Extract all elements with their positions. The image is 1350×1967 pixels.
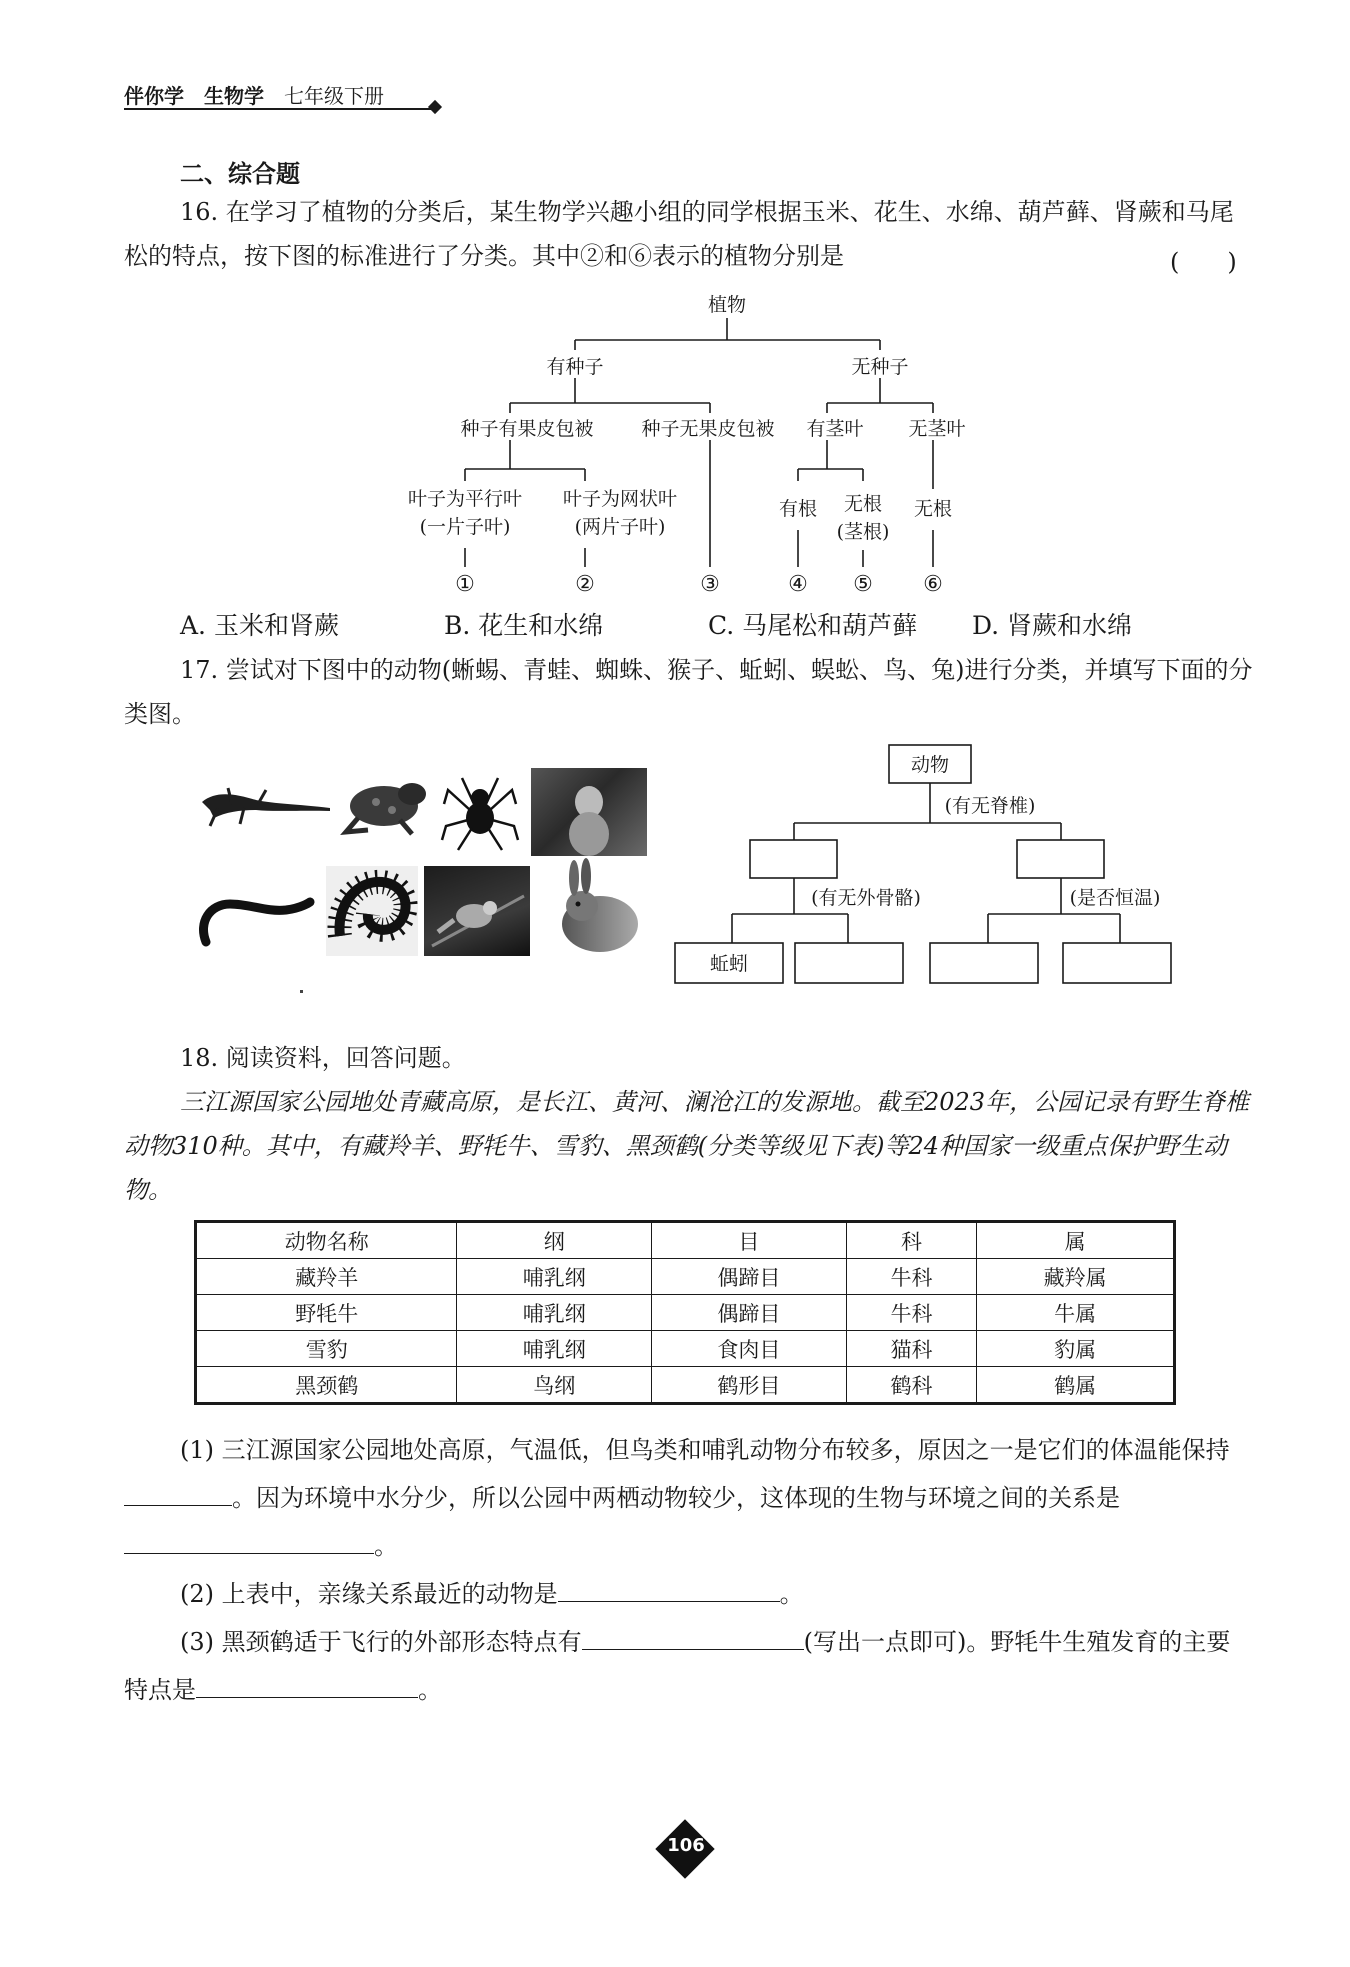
header-diamond-icon [428, 100, 442, 114]
answer-blank-body-temp[interactable] [124, 1477, 232, 1506]
table-cell: 偶蹄目 [652, 1295, 847, 1331]
diagram-root-label: 动物 [910, 754, 950, 776]
table-header-cell: 科 [846, 1222, 977, 1259]
plant-classification-tree [380, 285, 1000, 605]
q18-title [124, 1036, 1254, 1080]
table-cell: 雪豹 [196, 1331, 457, 1367]
q16-text-body: 16. 在学习了植物的分类后，某生物学兴趣小组的同学根据玉米、花生、水绵、葫芦藓、肾蕨和马尾松的特点，按下图的标准进行了分类。其中②和⑥表示的植物分别是 [124, 198, 1234, 270]
species-taxonomy-table [194, 1220, 1176, 1405]
table-cell: 黑颈鹤 [196, 1367, 457, 1404]
table-cell: 哺乳纲 [457, 1295, 652, 1331]
tree-stem-root: (茎根) [836, 521, 890, 543]
table-header-cell: 纲 [457, 1222, 652, 1259]
table-cell: 食肉目 [652, 1331, 847, 1367]
diagram-criterion-exoskeleton: (有无外骨骼) [811, 887, 921, 909]
speck-mark [300, 990, 303, 993]
q18-sub2-text-b: 。 [779, 1580, 804, 1608]
tree-monocot: (一片子叶) [419, 516, 511, 538]
q18-sub3-text-a: (3) 黑颈鹤适于飞行的外部形态特点有 [180, 1628, 582, 1656]
spider-image [440, 770, 520, 860]
answer-blank-env-relation[interactable] [124, 1525, 374, 1554]
table-cell: 鹤形目 [652, 1367, 847, 1404]
page-number-badge [656, 1820, 716, 1880]
q16-option-b: B. 花生和水绵 [444, 611, 604, 640]
table-row [196, 1331, 1175, 1367]
header-grade: 七年级下册 [284, 84, 384, 108]
tree-has-stem-leaf: 有茎叶 [806, 418, 864, 440]
tree-leaf-6: ⑥ [923, 572, 943, 597]
tree-has-seed: 有种子 [546, 356, 604, 378]
tree-no-root: 无根 [843, 493, 883, 515]
q16-option-c: C. 马尾松和葫芦藓 [708, 611, 918, 640]
tree-has-root: 有根 [778, 498, 818, 520]
table-row [196, 1367, 1175, 1404]
answer-blank-closest-kin[interactable] [558, 1573, 780, 1602]
q16-answer-paren: ( ) [1170, 248, 1237, 276]
table-header-cell: 属 [977, 1222, 1175, 1259]
table-cell: 哺乳纲 [457, 1331, 652, 1367]
section-title: 二、综合题 [180, 160, 300, 188]
q18-sub1-text-a: (1) 三江源国家公园地处高原，气温低，但鸟类和哺乳动物分布较多，原因之一是它们的体温能保持 [180, 1436, 1230, 1464]
table-cell: 藏羚属 [977, 1259, 1175, 1295]
monkey-image [531, 768, 647, 856]
book-header [124, 80, 384, 109]
table-cell: 偶蹄目 [652, 1259, 847, 1295]
q16-option-d: D. 肾蕨和水绵 [972, 611, 1133, 640]
q17-text [124, 648, 1254, 736]
tree-leaf-1: ① [455, 572, 475, 597]
tree-leaf-4: ④ [788, 572, 808, 597]
table-cell: 鹤属 [977, 1367, 1175, 1404]
earthworm-image [196, 882, 316, 952]
table-row [196, 1295, 1175, 1331]
diagram-box-right-l1[interactable] [1017, 840, 1104, 878]
diagram-leaf-box-3[interactable] [930, 943, 1038, 983]
table-cell: 鸟纲 [457, 1367, 652, 1404]
q18-sub2 [124, 1570, 1254, 1618]
table-header-cell: 目 [652, 1222, 847, 1259]
header-subject: 生物学 [204, 84, 264, 108]
q18-sub1 [124, 1426, 1254, 1570]
frog-image [340, 768, 430, 838]
q18-sub1-text-b: 。因为环境中水分少，所以公园中两栖动物较少，这体现的生物与环境之间的关系是 [232, 1484, 1120, 1512]
q16-text [124, 190, 1254, 278]
q18-material-text: 三江源国家公园地处青藏高原，是长江、黄河、澜沧江的发源地。截至2023年，公园记录有野生脊椎动物310种。其中，有藏羚羊、野牦牛、雪豹、黑颈鹤(分类等级见下表)等24种国家一级重点保护野生动物。 [124, 1088, 1250, 1204]
q18-material [124, 1080, 1254, 1212]
q18-sub2-text-a: (2) 上表中，亲缘关系最近的动物是 [180, 1580, 558, 1608]
table-row [196, 1259, 1175, 1295]
tree-leaf-3: ③ [700, 572, 720, 597]
tree-root: 植物 [707, 294, 747, 316]
lizard-image [196, 768, 336, 838]
diagram-criterion-warm-blood: (是否恒温) [1069, 887, 1161, 909]
bird-image [424, 866, 530, 956]
table-cell: 牛属 [977, 1295, 1175, 1331]
table-header-row [196, 1222, 1175, 1259]
diagram-box-left-l1[interactable] [750, 840, 837, 878]
diagram-leaf-earthworm: 蚯蚓 [709, 953, 749, 975]
diagram-criterion-spine: (有无脊椎) [944, 795, 1036, 817]
tree-no-seed: 无种子 [851, 356, 909, 378]
table-cell: 野牦牛 [196, 1295, 457, 1331]
page-number: 106 [667, 1835, 705, 1856]
table-cell: 鹤科 [846, 1367, 977, 1404]
q18-sub1-text-c: 。 [374, 1532, 398, 1560]
header-rule [124, 108, 436, 110]
tree-net-vein: 叶子为网状叶 [562, 488, 678, 510]
diagram-leaf-box-4[interactable] [1063, 943, 1171, 983]
tree-angiosperm: 种子有果皮包被 [460, 418, 594, 440]
answer-blank-flight-feature[interactable] [582, 1621, 804, 1650]
q16-option-a: A. 玉米和肾蕨 [180, 611, 339, 640]
table-cell: 哺乳纲 [457, 1259, 652, 1295]
table-cell: 牛科 [846, 1259, 977, 1295]
header-brand: 伴你学 [124, 84, 184, 108]
q18-sub3 [124, 1618, 1254, 1714]
table-cell: 藏羚羊 [196, 1259, 457, 1295]
animal-classification-diagram [670, 740, 1190, 1000]
rabbit-image [548, 858, 648, 958]
table-cell: 牛科 [846, 1295, 977, 1331]
q18-sub3-text-c: 。 [418, 1676, 442, 1704]
table-cell: 猫科 [846, 1331, 977, 1367]
q17-text-body: 17. 尝试对下图中的动物(蜥蜴、青蛙、蜘蛛、猴子、蚯蚓、蜈蚣、鸟、兔)进行分类，并填写下面的分类图。 [124, 656, 1253, 728]
tree-leaf-5: ⑤ [853, 572, 873, 597]
q18-sub3-text-b: (写出一点即可)。野牦牛生殖发育的主要特点是 [124, 1628, 1231, 1704]
table-header-cell: 动物名称 [196, 1222, 457, 1259]
tree-no-stem-leaf: 无茎叶 [908, 418, 966, 440]
tree-dicot: (两片子叶) [574, 516, 666, 538]
centipede-image [326, 866, 418, 956]
diagram-leaf-box-2[interactable] [795, 943, 903, 983]
tree-parallel-vein: 叶子为平行叶 [407, 488, 523, 510]
answer-blank-reproduction[interactable] [196, 1669, 418, 1698]
table-cell: 豹属 [977, 1331, 1175, 1367]
tree-leaf-2: ② [575, 572, 595, 597]
tree-no-root-algae: 无根 [913, 498, 953, 520]
q18-title-text: 18. 阅读资料，回答问题。 [180, 1044, 466, 1072]
tree-gymnosperm: 种子无果皮包被 [641, 418, 775, 440]
